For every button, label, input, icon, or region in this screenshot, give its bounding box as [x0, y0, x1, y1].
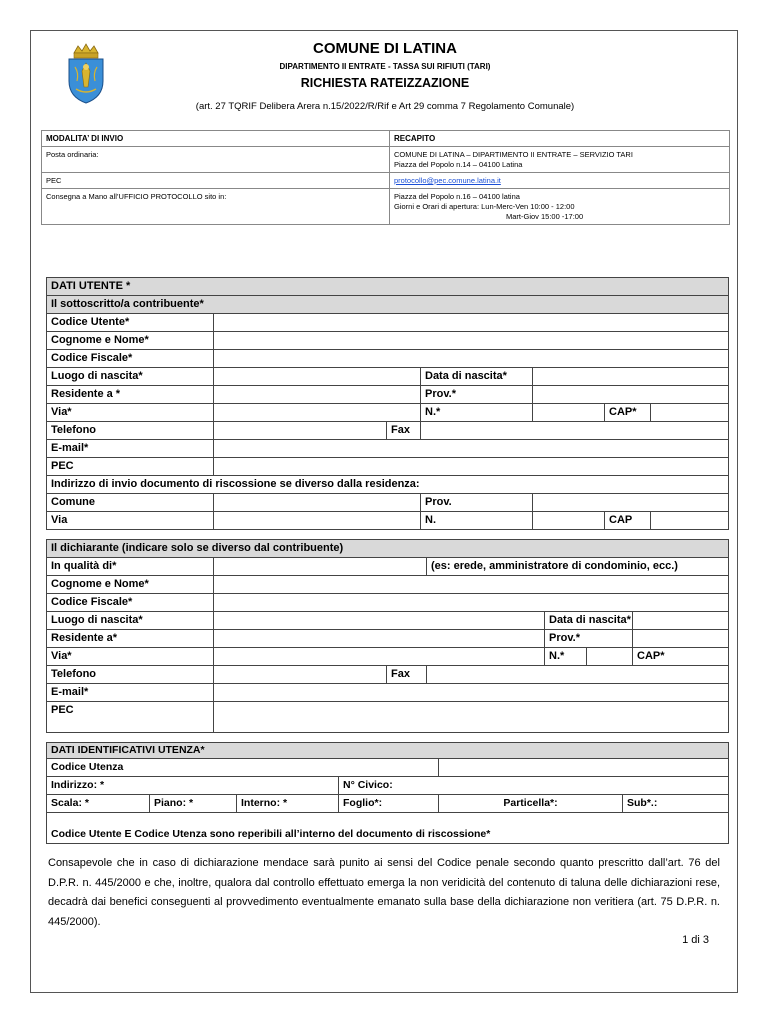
- telefono-field[interactable]: [214, 422, 387, 440]
- email-field[interactable]: [214, 440, 729, 458]
- numero-field[interactable]: [533, 404, 605, 422]
- label-interno: Interno: *: [237, 795, 339, 813]
- label-telefono: Telefono: [47, 422, 214, 440]
- label-luogo-nascita: Luogo di nascita*: [47, 368, 214, 386]
- dich-prov-field[interactable]: [633, 630, 729, 648]
- codice-utente-field[interactable]: [214, 314, 729, 332]
- prov-field[interactable]: [533, 386, 729, 404]
- recapito-posta-line1: COMUNE DI LATINA – DIPARTIMENTO II ENTRATE – SERVIZIO TARI: [394, 150, 633, 159]
- dich-via-field[interactable]: [214, 648, 545, 666]
- label-dich-numero: N.*: [545, 648, 587, 666]
- label-indirizzo: Indirizzo: *: [47, 777, 339, 795]
- label-dich-email: E-mail*: [47, 684, 214, 702]
- codice-fiscale-field[interactable]: [214, 350, 729, 368]
- cognome-nome-field[interactable]: [214, 332, 729, 350]
- label-dich-codice-fiscale: Codice Fiscale*: [47, 594, 214, 612]
- recapito-mano-line3: Mart-Giov 15:00 -17:00: [506, 212, 584, 221]
- qualita-field[interactable]: [214, 558, 427, 576]
- label-codice-utenza: Codice Utenza: [47, 759, 439, 777]
- recapito-pec: [390, 173, 730, 189]
- recapito-mano: [390, 189, 730, 225]
- utility-data-table: [46, 742, 729, 844]
- label-cap: CAP*: [605, 404, 651, 422]
- via-field[interactable]: [214, 404, 421, 422]
- codice-utenza-field[interactable]: [439, 759, 729, 777]
- dich-luogo-nascita-field[interactable]: [214, 612, 545, 630]
- label-numero2: N.: [421, 512, 533, 530]
- label-dich-fax: Fax: [387, 666, 427, 684]
- label-numero: N.*: [421, 404, 533, 422]
- prov2-field[interactable]: [533, 494, 729, 512]
- pec-email-link[interactable]: protocollo@pec.comune.latina.it: [394, 176, 501, 185]
- label-prov: Prov.*: [421, 386, 533, 404]
- label-dich-pec: PEC: [47, 702, 214, 733]
- label-email: E-mail*: [47, 440, 214, 458]
- label-via2: Via: [47, 512, 214, 530]
- dich-numero-field[interactable]: [587, 648, 633, 666]
- dich-residente-field[interactable]: [214, 630, 545, 648]
- sending-methods-table: [41, 130, 730, 225]
- cap2-field[interactable]: [651, 512, 729, 530]
- user-data-table: [46, 277, 729, 530]
- form-page: [30, 30, 738, 993]
- pec-field[interactable]: [214, 458, 729, 476]
- disclaimer-text: Consapevole che in caso di dichiarazione mendace sarà punito ai sensi del Codice penale secondo quanto prescritto dall’art. 76 del D.P.R. n. 445/2000 e che, inoltre, qualora dal controllo effettuato emerga la non veridicità del contenuto di taluna delle dichiarazioni rese, decadrà dai benefici conseguenti al provvedimento eventualmente emanato sulla base della dichiarazione non veritiera (art. 75 D.P.R. n. 445/2000).: [48, 857, 720, 928]
- label-codice-fiscale: Codice Fiscale*: [47, 350, 214, 368]
- label-qualita: In qualità di*: [47, 558, 214, 576]
- declarant-table: [46, 539, 729, 733]
- label-dich-cap: CAP*: [633, 648, 729, 666]
- label-cap2: CAP: [605, 512, 651, 530]
- cap-field[interactable]: [651, 404, 729, 422]
- modalita-mano: Consegna a Mano all’UFFICIO PROTOCOLLO sito in:: [42, 189, 390, 225]
- col-header-modalita: MODALITA’ DI INVIO: [42, 131, 390, 147]
- label-particella: Particella*:: [439, 795, 623, 813]
- dich-email-field[interactable]: [214, 684, 729, 702]
- recapito-posta: [390, 147, 730, 173]
- label-dich-residente: Residente a*: [47, 630, 214, 648]
- section-title-dichiarante: Il dichiarante (indicare solo se diverso dal contribuente): [47, 540, 729, 558]
- luogo-nascita-field[interactable]: [214, 368, 421, 386]
- page-number: 1 di 3: [682, 934, 709, 946]
- page-title: COMUNE DI LATINA: [313, 40, 457, 57]
- section-subtitle-contribuente: Il sottoscritto/a contribuente*: [47, 296, 729, 314]
- label-residente: Residente a *: [47, 386, 214, 404]
- recapito-mano-line1: Piazza del Popolo n.16 – 04100 latina: [394, 192, 520, 201]
- label-comune: Comune: [47, 494, 214, 512]
- label-piano: Piano: *: [150, 795, 237, 813]
- numero2-field[interactable]: [533, 512, 605, 530]
- modalita-pec: PEC: [42, 173, 390, 189]
- dich-codice-fiscale-field[interactable]: [214, 594, 729, 612]
- section-title-utente: DATI UTENTE *: [47, 278, 729, 296]
- label-data-nascita: Data di nascita*: [421, 368, 533, 386]
- label-dich-data-nascita: Data di nascita*: [545, 612, 633, 630]
- label-foglio: Foglio*:: [339, 795, 439, 813]
- label-sub: Sub*.:: [623, 795, 729, 813]
- recapito-posta-line2: Piazza del Popolo n.14 – 04100 Latina: [394, 160, 523, 169]
- label-dich-telefono: Telefono: [47, 666, 214, 684]
- label-dich-cognome-nome: Cognome e Nome*: [47, 576, 214, 594]
- fax-field[interactable]: [421, 422, 729, 440]
- utility-note: Codice Utente E Codice Utenza sono reperibili all’interno del documento di riscossione*: [47, 813, 729, 844]
- recapito-mano-line2: Giorni e Orari di apertura: Lun-Merc-Ven 10:00 - 12:00: [394, 202, 575, 211]
- comune-field[interactable]: [214, 494, 421, 512]
- label-codice-utente: Codice Utente*: [47, 314, 214, 332]
- label-pec: PEC: [47, 458, 214, 476]
- label-scala: Scala: *: [47, 795, 150, 813]
- via2-field[interactable]: [214, 512, 421, 530]
- label-dich-luogo-nascita: Luogo di nascita*: [47, 612, 214, 630]
- dich-telefono-field[interactable]: [214, 666, 387, 684]
- label-fax: Fax: [387, 422, 421, 440]
- dich-data-nascita-field[interactable]: [633, 612, 729, 630]
- label-prov2: Prov.: [421, 494, 533, 512]
- department-title: DIPARTIMENTO II ENTRATE - TASSA SUI RIFIUTI (TARI): [279, 62, 491, 71]
- request-title: RICHIESTA RATEIZZAZIONE: [300, 76, 470, 90]
- label-cognome-nome: Cognome e Nome*: [47, 332, 214, 350]
- legal-reference: (art. 27 TQRIF Delibera Arera n.15/2022/R/Rif e Art 29 comma 7 Regolamento Comunale): [195, 101, 575, 112]
- label-via: Via*: [47, 404, 214, 422]
- section-title-utenza: DATI IDENTIFICATIVI UTENZA*: [47, 743, 729, 759]
- modalita-posta: Posta ordinaria:: [42, 147, 390, 173]
- data-nascita-field[interactable]: [533, 368, 729, 386]
- dich-cognome-nome-field[interactable]: [214, 576, 729, 594]
- qualita-example: (es: erede, amministratore di condominio, ecc.): [427, 558, 729, 576]
- residente-field[interactable]: [214, 386, 421, 404]
- dich-pec-field[interactable]: [214, 702, 729, 733]
- label-civico: N° Civico:: [339, 777, 729, 795]
- col-header-recapito: RECAPITO: [390, 131, 730, 147]
- dich-fax-field[interactable]: [427, 666, 729, 684]
- label-dich-via: Via*: [47, 648, 214, 666]
- label-indirizzo-invio: Indirizzo di invio documento di riscossione se diverso dalla residenza:: [47, 476, 729, 494]
- label-dich-prov: Prov.*: [545, 630, 633, 648]
